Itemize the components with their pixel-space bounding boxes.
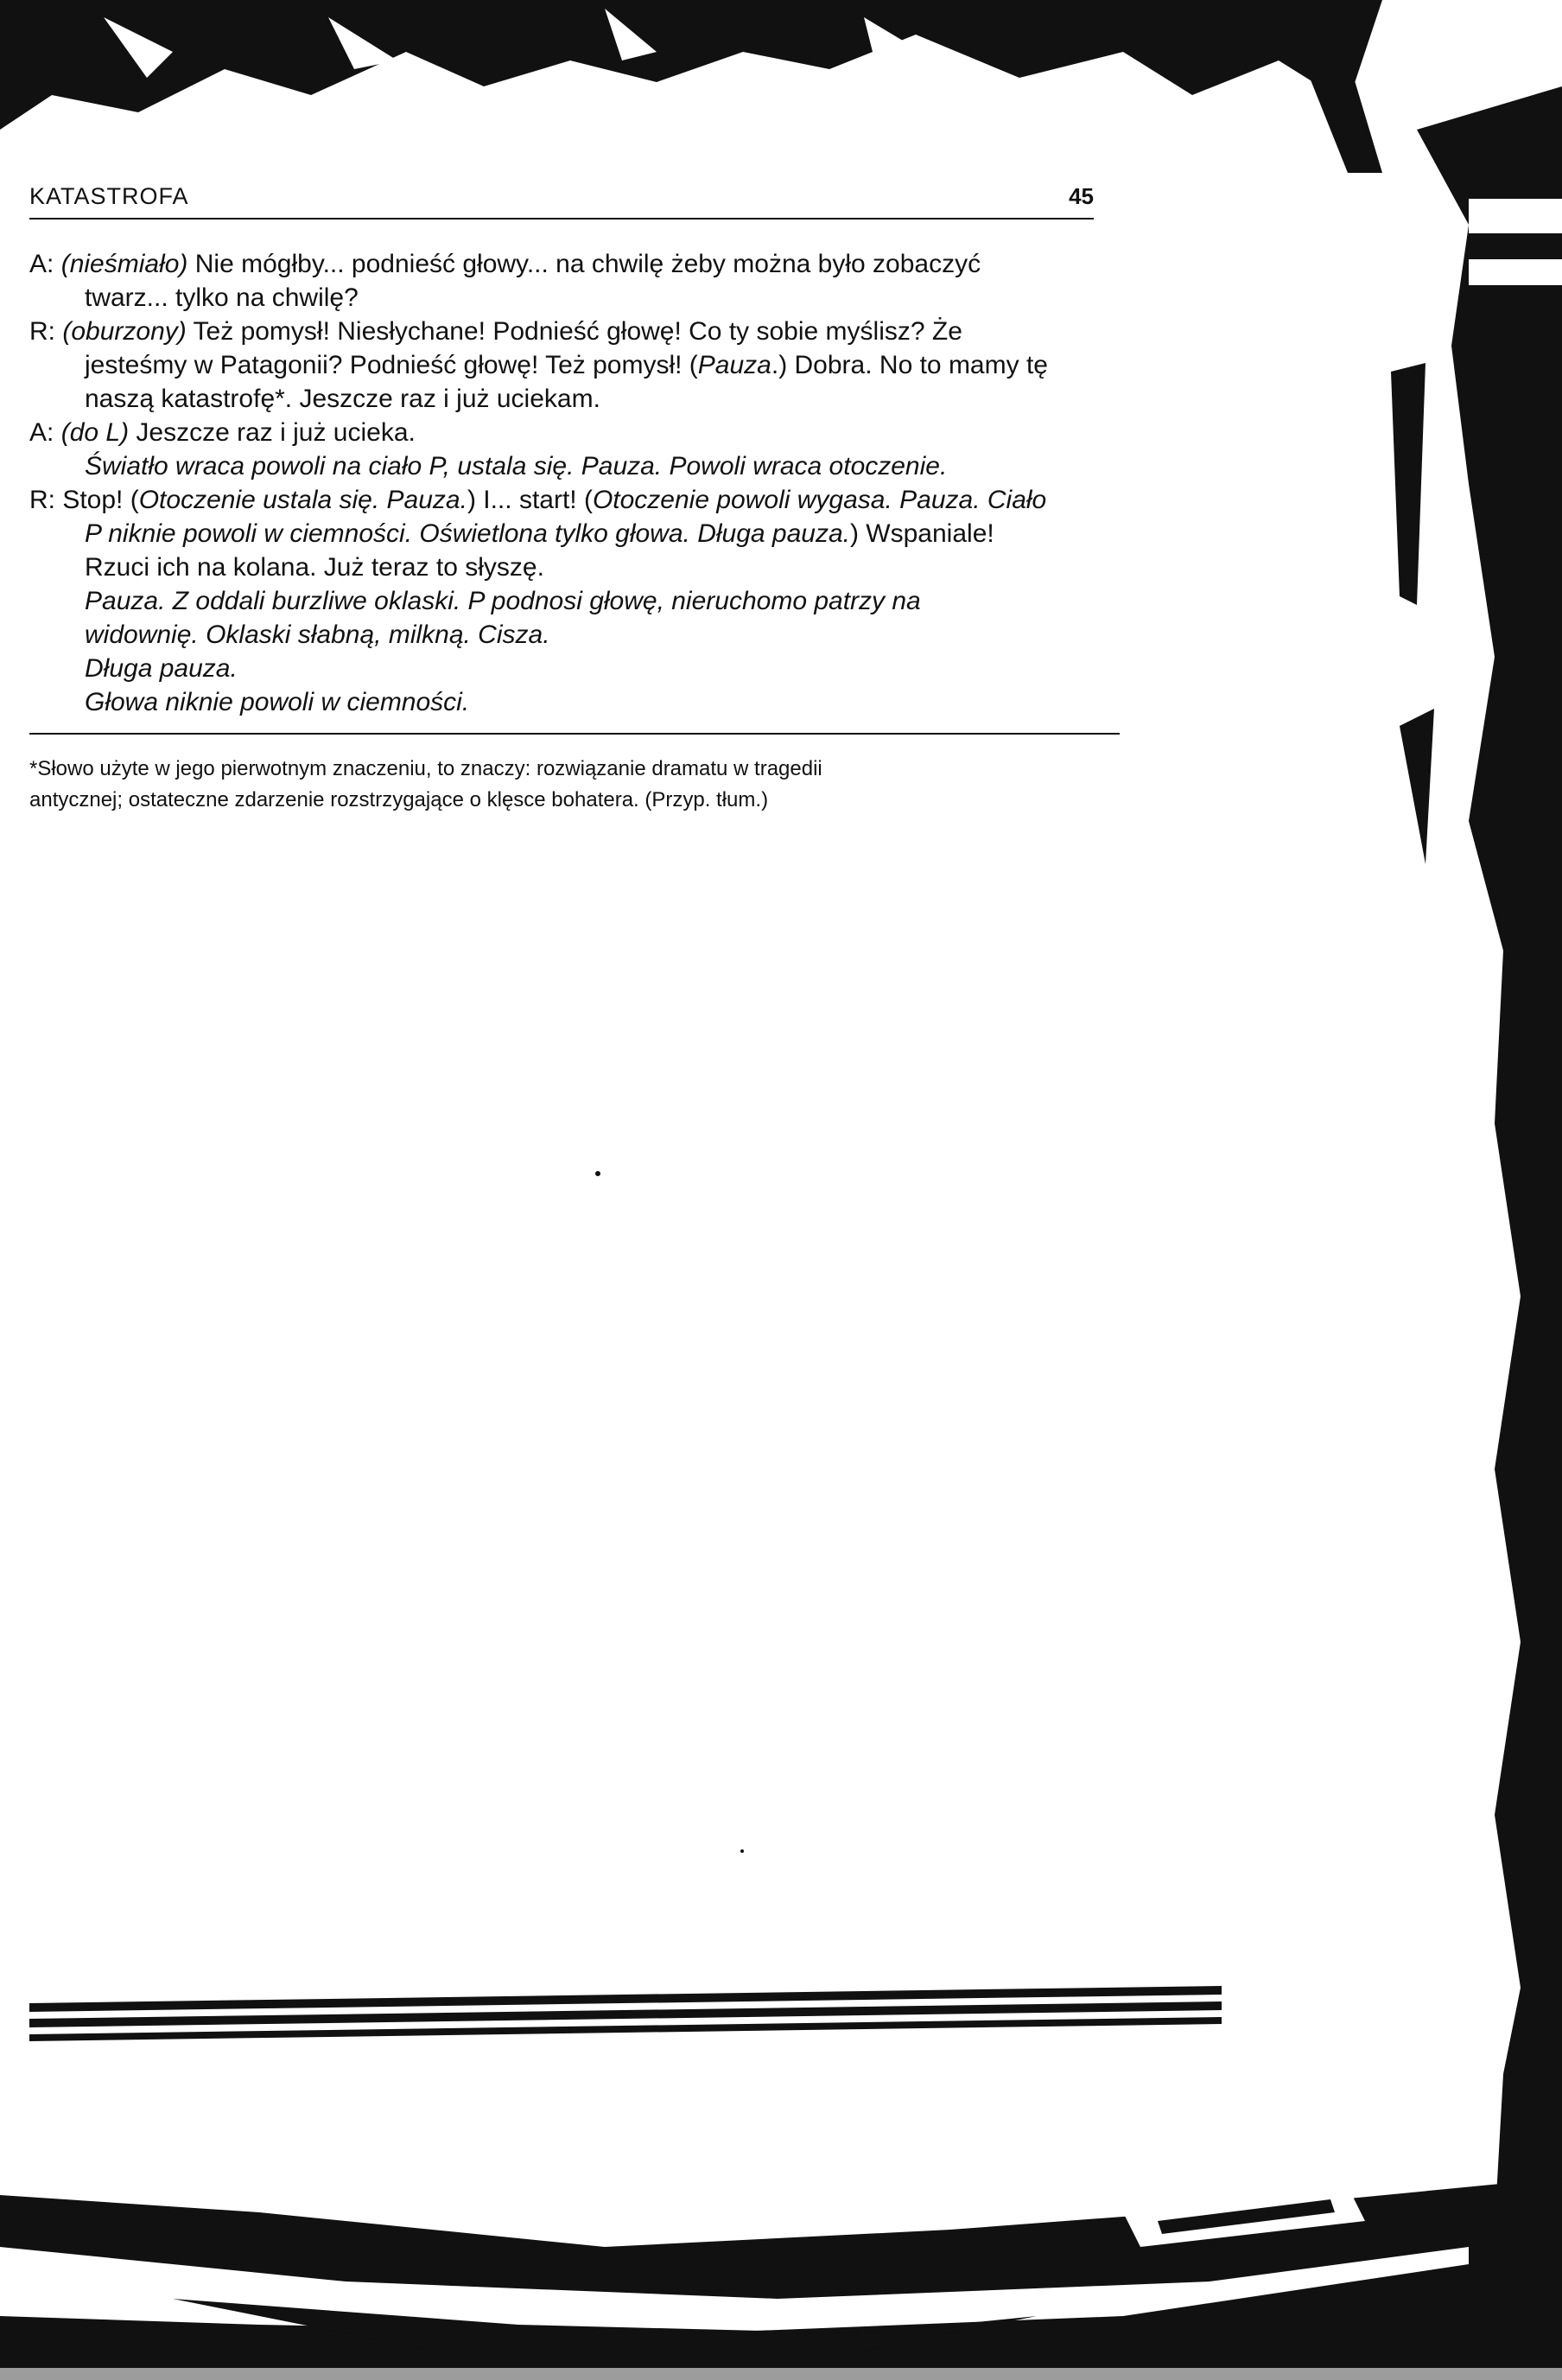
stage-direction: Otoczenie ustala się. Pauza. <box>138 486 467 514</box>
footnote-line: antycznej; ostateczne zdarzenie rozstrzygające o klęsce bohatera. (Przyp. tłum.) <box>29 788 769 811</box>
speaker-label: A: <box>29 250 54 278</box>
speaker-label: R: <box>29 317 55 346</box>
running-head-title: KATASTROFA <box>29 183 189 209</box>
dialogue-line <box>29 281 1120 315</box>
dialogue-line <box>29 315 1120 348</box>
line-text: Stop! ( <box>55 486 139 514</box>
page-number: 45 <box>1069 183 1094 209</box>
dialogue-line <box>29 382 1120 416</box>
stage-direction: Pauza <box>697 351 771 379</box>
line-text: .) Dobra. No to mamy tę <box>771 351 1048 379</box>
stage-direction-line: Światło wraca powoli na ciało P, ustala się. Pauza. Powoli wraca otoczenie. <box>85 452 948 480</box>
stage-direction: P niknie powoli w ciemności. Oświetlona tylko głowa. Długa pauza. <box>85 519 850 548</box>
dialogue-line <box>29 348 1120 382</box>
line-text: Jeszcze raz i już ucieka. <box>129 418 416 447</box>
line-text: jesteśmy w Patagonii? Podnieść głowę! Też pomysł! ( <box>85 351 698 379</box>
line-text: ) Wspaniale! <box>849 519 994 548</box>
line-text: naszą katastrofę*. Jeszcze raz i już uciekam. <box>85 385 600 413</box>
line-text: twarz... tylko na chwilę? <box>85 283 359 312</box>
header-rule <box>29 218 1094 220</box>
line-text: Rzuci ich na kolana. Już teraz to słyszę. <box>85 553 544 582</box>
footnote-line: *Słowo użyte w jego pierwotnym znaczeniu, to znaczy: rozwiązanie dramatu w tragedii <box>29 757 822 780</box>
stage-direction: (do L) <box>60 418 130 447</box>
scan-speck <box>740 1849 744 1853</box>
stage-direction: (nieśmiało) <box>60 250 188 278</box>
dialogue-line <box>29 416 1120 449</box>
speaker-label: A: <box>29 418 54 447</box>
stage-direction-line: Długa pauza. <box>85 654 238 683</box>
dialogue-line <box>29 247 1120 281</box>
line-text: Też pomysł! Niesłychane! Podnieść głowę! Co ty sobie myślisz? Że <box>186 317 962 346</box>
stage-direction: (oburzony) <box>62 317 187 346</box>
decorative-stripes <box>29 1984 1222 2045</box>
dialogue-line <box>29 483 1120 517</box>
dialogue-text <box>29 247 1120 719</box>
stage-direction: Otoczenie powoli wygasa. Pauza. Ciało <box>592 486 1047 514</box>
scan-speck <box>595 1171 600 1176</box>
footnote-rule <box>29 733 1120 735</box>
running-head <box>29 183 1094 221</box>
stage-direction-line: widownię. Oklaski słabną, milkną. Cisza. <box>85 620 550 649</box>
dialogue-line <box>29 550 1120 584</box>
footnote <box>29 754 1127 816</box>
dialogue-line <box>29 517 1120 550</box>
stage-direction-line: Pauza. Z oddali burzliwe oklaski. P podnosi głowę, nieruchomo patrzy na <box>85 587 921 615</box>
stage-direction-line: Głowa niknie powoli w ciemności. <box>85 688 470 716</box>
line-text: Nie mógłby... podnieść głowy... na chwilę żeby można było zobaczyć <box>187 250 981 278</box>
line-text: ) I... start! ( <box>467 486 593 514</box>
speaker-label: R: <box>29 486 55 514</box>
